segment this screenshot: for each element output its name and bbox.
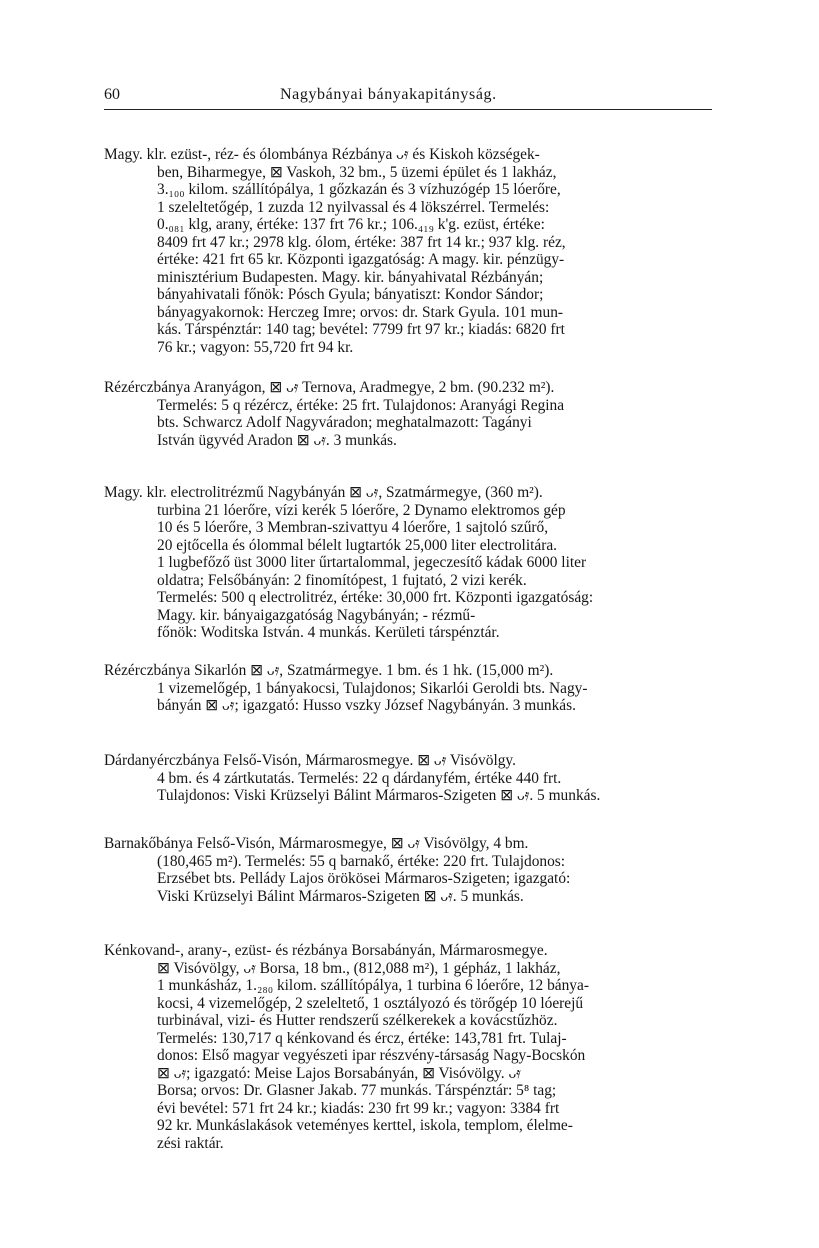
entry-line: Tulajdonos: Viski Krüzselyi Bálint Mármaros-Szigeten ⊠ ᴗ𝄿. 5 munkás. <box>157 787 601 805</box>
entry-line: Magy. klr. electrolitrézmű Nagybányán ⊠ ᴗ𝄿, Szatmármegye, (360 m²). <box>104 484 543 501</box>
entry-line: 1 vizemelőgép, 1 bányakocsi, Tulajdonos; Sikarlói Geroldi bts. Nagy- <box>157 679 588 697</box>
running-title: Nagybányai bányakapitányság. <box>280 86 497 103</box>
entry-line: Termelés: 5 q rézércz, értéke: 25 frt. Tulajdonos: Aranyági Regina <box>157 396 565 414</box>
entry-line: 1 szeleltetőgép, 1 zuzda 12 nyilvassal és 4 lökszérrel. Termelés: <box>157 198 550 216</box>
entry-line: Rézérczbánya Sikarlón ⊠ ᴗ𝄿, Szatmármegye. 1 bm. és 1 hk. (15,000 m²). <box>104 662 554 679</box>
entry-line: Termelés: 500 q electrolitréz, értéke: 30,000 frt. Központi igazgatóság: <box>157 589 594 607</box>
entry-line: turbinával, vizi- és Hutter rendszerű szélkerekek a kovácstűzhöz. <box>157 1012 558 1030</box>
entry-line: 92 kr. Munkáslakások veteményes kerttel, iskola, templom, élelme- <box>157 1117 573 1135</box>
entry-line: évi bevétel: 571 frt 24 kr.; kiadás: 230 frt 99 kr.; vagyon: 3384 frt <box>157 1099 560 1117</box>
entry-line: ⊠ ᴗ𝄿; igazgató: Meise Lajos Borsabányán, ⊠ Visóvölgy. ᴗ𝄿 <box>157 1064 521 1082</box>
entry-line: Viski Krüzselyi Bálint Mármaros-Szigeten ⊠ ᴗ𝄿. 5 munkás. <box>157 887 524 905</box>
entry-barnakobanya <box>104 835 712 905</box>
page-header <box>104 84 712 108</box>
entry-line: Rézérczbánya Aranyágon, ⊠ ᴗ𝄿 Ternova, Aradmegye, 2 bm. (90.232 m²). <box>104 379 555 396</box>
entry-line: Barnakőbánya Felső-Visón, Mármarosmegye, ⊠ ᴗ𝄿 Visóvölgy, 4 bm. <box>104 835 529 852</box>
entry-line: ⊠ Visóvölgy, ᴗ𝄿 Borsa, 18 bm., (812,088 m²), 1 gépház, 1 lakház, <box>157 959 561 977</box>
entry-line: bányagyakornok: Herczeg Imre; orvos: dr. Stark Gyula. 101 mun- <box>157 303 564 321</box>
entry-line: bts. Schwarcz Adolf Nagyváradon; meghatalmazott: Tagányi <box>157 414 532 432</box>
entry-line: 20 ejtőcella és ólommal bélelt lugtartók 25,000 liter electrolitára. <box>157 536 558 554</box>
entry-line: értéke: 421 frt 65 kr. Központi igazgatóság: A magy. kir. pénzügy- <box>157 251 565 269</box>
entry-line: Magy. kir. bányaigazgatóság Nagybányán; - rézmű- <box>157 606 476 624</box>
entry-rezerczbanya-aranyag <box>104 379 712 449</box>
entry-magy-klr-ezust <box>104 146 712 357</box>
entry-line: főnök: Woditska István. 4 munkás. Kerületi társpénztár. <box>157 624 500 642</box>
entry-rezerczbanya-sikarlo <box>104 662 712 715</box>
header-rule <box>104 109 712 110</box>
entry-line: turbina 21 lóerőre, vízi kerék 5 lóerőre, 2 Dynamo elektromos gép <box>157 501 566 519</box>
entry-line: bányán ⊠ ᴗ𝄿; igazgató: Husso vszky József Nagybányán. 3 munkás. <box>157 697 576 715</box>
entry-line: 1 lugbefőző üst 3000 liter űrtartalommal, jegeczesítő kádak 6000 liter <box>157 554 587 572</box>
entry-magy-klr-electrolit <box>104 484 712 642</box>
entry-line: 8409 frt 47 kr.; 2978 klg. ólom, értéke: 387 frt 14 kr.; 937 klg. réz, <box>157 233 566 251</box>
entry-line: Dárdanyérczbánya Felső-Visón, Mármarosmegye. ⊠ ᴗ𝄿 Visóvölgy. <box>104 752 516 769</box>
entry-dardanyerczbanya <box>104 752 712 805</box>
entry-line: donos: Első magyar vegyészeti ipar részvény-társaság Nagy-Bocskón <box>157 1047 586 1065</box>
entry-line: ben, Biharmegye, ⊠ Vaskoh, 32 bm., 5 üzemi épület és 1 lakház, <box>157 163 557 181</box>
entry-line: Kénkovand-, arany-, ezüst- és rézbánya Borsabányán, Mármarosmegye. <box>104 942 548 959</box>
entry-line: bányahivatali főnök: Pósch Gyula; bányatiszt: Kondor Sándor; <box>157 286 544 304</box>
entry-line: zési raktár. <box>157 1135 224 1153</box>
entry-line: 10 és 5 lóerőre, 3 Membran-szivattyu 4 lóerőre, 1 sajtoló szűrő, <box>157 519 549 537</box>
entry-line: 3.₁₀₀ kilom. szállítópálya, 1 gőzkazán és 3 vízhuzógép 15 lóerőre, <box>157 181 561 199</box>
entry-line: 4 bm. és 4 zártkutatás. Termelés: 22 q dárdanyfém, értéke 440 frt. <box>157 769 562 787</box>
entry-line: oldatra; Felsőbányán: 2 finomítópest, 1 fujtató, 2 vizi kerék. <box>157 571 527 589</box>
entry-line: Erzsébet bts. Pellády Lajos örökösei Mármaros-Szigeten; igazgató: <box>157 870 571 888</box>
entry-kenkovand <box>104 942 712 1153</box>
entry-line: kocsi, 4 vizemelőgép, 2 szeleltető, 1 osztályozó és törőgép 10 lóerejű <box>157 994 584 1012</box>
page-number: 60 <box>104 86 120 103</box>
entry-line: Termelés: 130,717 q kénkovand és ércz, értéke: 143,781 frt. Tulaj- <box>157 1029 567 1047</box>
entry-line: 1 munkásház, 1.₂₈₀ kilom. szállítópálya, 1 turbina 6 lóerőre, 12 bánya- <box>157 977 589 995</box>
entry-line: Magy. klr. ezüst-, réz- és ólombánya Rézbánya ᴗ𝄿 és Kiskoh községek- <box>104 146 540 163</box>
entry-line: 76 kr.; vagyon: 55,720 frt 94 kr. <box>157 339 354 357</box>
entry-line: Borsa; orvos: Dr. Glasner Jakab. 77 munkás. Társpénztár: 5⁸ tag; <box>157 1082 557 1100</box>
entry-line: István ügyvéd Aradon ⊠ ᴗ𝄿. 3 munkás. <box>157 431 397 449</box>
entry-line: kás. Társpénztár: 140 tag; bevétel: 7799 frt 97 kr.; kiadás: 6820 frt <box>157 321 565 339</box>
entry-line: (180,465 m²). Termelés: 55 q barnakő, értéke: 220 frt. Tulajdonos: <box>157 852 566 870</box>
entry-line: minisztérium Budapesten. Magy. kir. bányahivatal Rézbányán; <box>157 268 544 286</box>
entry-line: 0.₀₈₁ klg, arany, értéke: 137 frt 76 kr.; 106.₄₁₉ k'g. ezüst, értéke: <box>157 216 545 234</box>
